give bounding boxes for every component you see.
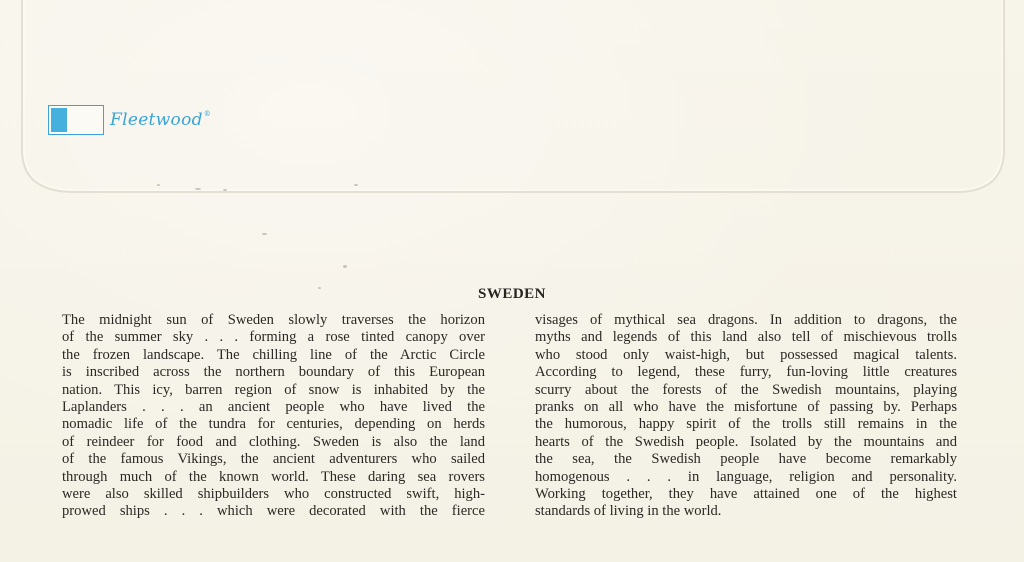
text-line: were also skilled shipbuilders who constructed swift, high- bbox=[62, 486, 485, 503]
text-line: scurry about the forests of the Swedish mountains, playing bbox=[535, 381, 957, 398]
text-line: is inscribed across the northern boundary of this European bbox=[62, 364, 485, 381]
paper-speck bbox=[195, 188, 201, 190]
logo-brand-name bbox=[110, 110, 211, 130]
text-line: According to legend, these furry, fun-loving little creatures bbox=[535, 364, 957, 381]
text-line: The midnight sun of Sweden slowly traverses the horizon bbox=[62, 312, 485, 328]
paper-speck bbox=[343, 265, 347, 268]
page-title: SWEDEN bbox=[477, 286, 547, 302]
text-line: of the famous Vikings, the ancient adventurers who sailed bbox=[62, 451, 485, 468]
text-line: visages of mythical sea dragons. In addition to dragons, the bbox=[535, 312, 957, 328]
text-line: standards of living in the world. bbox=[535, 503, 722, 520]
text-line: nomadic life of the tundra for centuries, depending on herds bbox=[62, 416, 485, 433]
text-line: the humorous, happy spirit of the trolls still remains in the bbox=[535, 416, 957, 433]
text-line: of the summer sky . . . forming a rose tinted canopy over bbox=[62, 329, 485, 346]
text-line: of reindeer for food and clothing. Sweden is also the land bbox=[62, 433, 485, 450]
logo-registered-mark: ® bbox=[203, 110, 212, 118]
paper-speck bbox=[223, 189, 227, 191]
text-line: the sea, the Swedish people have become remarkably bbox=[535, 451, 957, 468]
paper-speck bbox=[262, 233, 267, 235]
text-line: homogenous . . . in language, religion and personality. bbox=[535, 468, 957, 485]
text-line: through much of the known world. These daring sea rovers bbox=[62, 468, 485, 485]
logo-box-icon bbox=[48, 105, 104, 135]
fleetwood-logo bbox=[48, 105, 211, 135]
text-line: hearts of the Swedish people. Isolated by the mountains and bbox=[535, 433, 957, 450]
text-line: pranks on all who have the misfortune of passing by. Perhaps bbox=[535, 399, 957, 416]
text-line: the frozen landscape. The chilling line of the Arctic Circle bbox=[62, 346, 485, 363]
text-line: Laplanders . . . an ancient people who have lived the bbox=[62, 399, 485, 416]
logo-brand-text: Fleetwood bbox=[110, 110, 203, 130]
paper-speck bbox=[157, 184, 160, 186]
paper-speck bbox=[354, 184, 358, 186]
text-line: nation. This icy, barren region of snow is inhabited by the bbox=[62, 381, 485, 398]
text-column-left bbox=[62, 312, 485, 521]
text-line: myths and legends of this land also tell of mischievous trolls bbox=[535, 329, 957, 346]
text-line: Working together, they have attained one of the highest bbox=[535, 486, 957, 503]
text-line: who stood only waist-high, but possessed magical talents. bbox=[535, 346, 957, 363]
logo-box-fill bbox=[51, 108, 67, 132]
text-line: prowed ships . . . which were decorated with the fierce bbox=[62, 503, 485, 520]
text-column-right bbox=[535, 312, 957, 521]
